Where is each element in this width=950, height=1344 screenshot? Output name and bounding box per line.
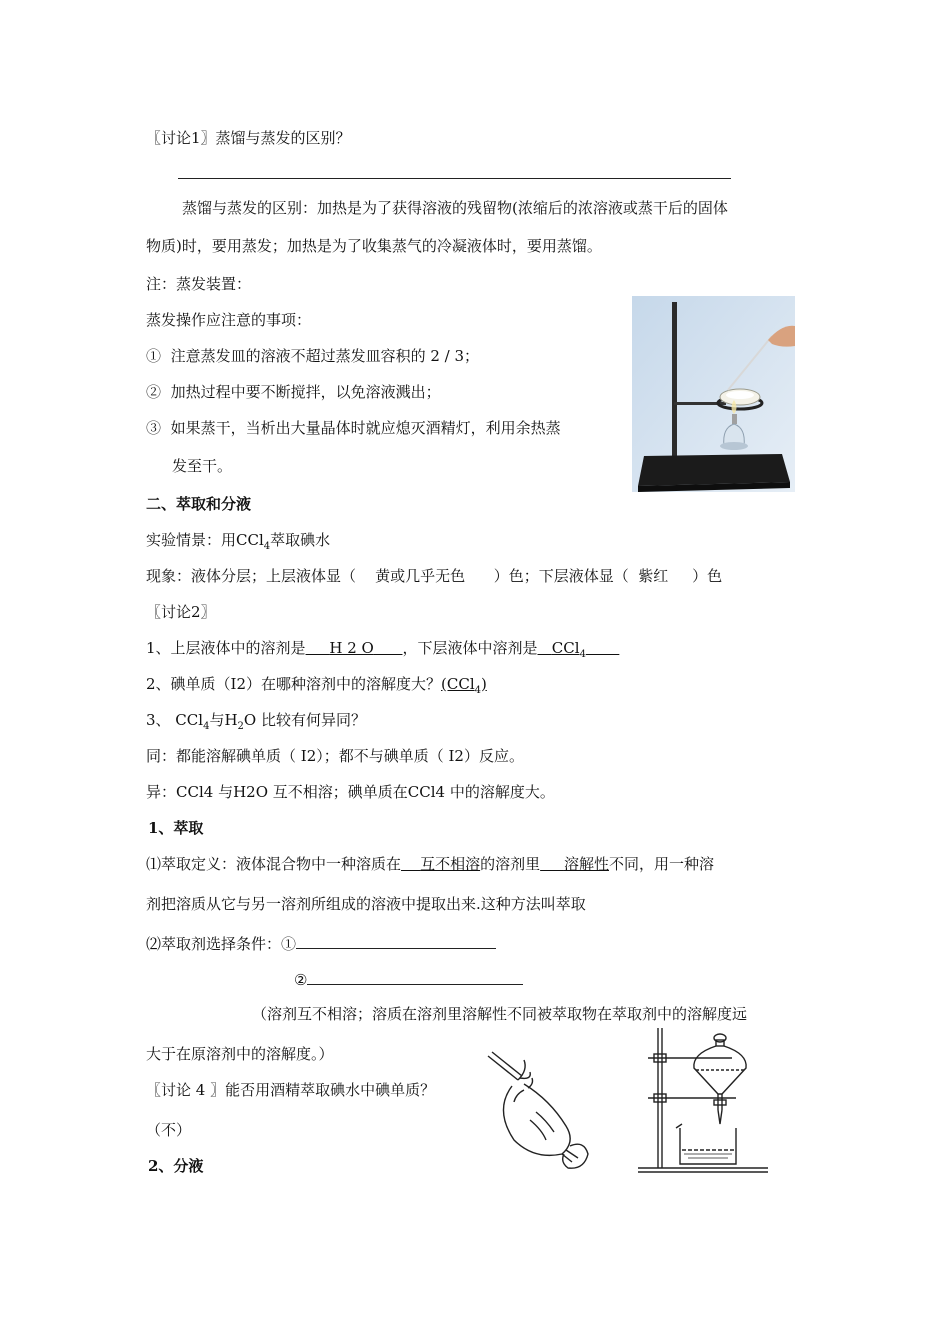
upper-layer-color: 黄或几乎无色: [375, 567, 466, 585]
q3-text: 与H: [209, 711, 238, 729]
discussion1-answer-line2: 物质)时，要用蒸发；加热是为了收集蒸气的冷凝液体时，要用蒸馏。: [146, 237, 602, 255]
separation-title: 2、分液: [148, 1157, 204, 1175]
extraction-answer-line1: （溶剂互不相溶；溶质在溶剂里溶解性不同被萃取物在萃取剂中的溶解度远: [252, 1005, 748, 1023]
condition-2-number: ②: [294, 971, 308, 989]
note-item-number: ③: [146, 419, 162, 437]
note-item-1: [146, 346, 479, 366]
section2-title: 二、萃取和分液: [146, 495, 252, 513]
extraction-definition-line2: 剂把溶质从它与另一溶剂所组成的溶液中提取出来.这种方法叫萃取: [146, 895, 586, 913]
scenario-formula: CCl: [236, 531, 264, 549]
phenomenon-text: ）色: [692, 567, 723, 585]
condition-2-blank: [307, 968, 523, 985]
q2-answer-end: ): [481, 675, 487, 693]
q2-answer-subscript: 4: [474, 685, 481, 696]
q1-text: ，下层液体中溶剂是: [402, 639, 538, 657]
extractant-condition-1: [146, 932, 496, 954]
extractant-condition-2: [294, 968, 523, 990]
separatory-funnel-stand-drawing: [632, 1024, 772, 1174]
discussion4-answer: （不）: [146, 1121, 192, 1139]
q3-subscript: 2: [237, 721, 244, 732]
note-item-text: 加热过程中要不断搅拌，以免溶液溅出；: [170, 383, 441, 401]
discussion2-q2: [146, 674, 487, 701]
q2-text: 2、碘单质（I2）在哪种溶剂中的溶解度大？: [146, 675, 442, 693]
definition-blank-2-value: 溶解性: [563, 855, 609, 873]
q1-text: 1、上层液体中的溶剂是: [146, 639, 306, 657]
phenomenon-text: 现象：液体分层；上层液体显（: [146, 567, 357, 585]
note-item-text: 注意蒸发皿的溶液不超过蒸发皿容积的 2 / 3；: [170, 347, 480, 365]
note-label: 注：蒸发装置：: [146, 275, 252, 293]
evaporation-apparatus-photo: [632, 296, 795, 492]
extraction-title: 1、萃取: [148, 819, 204, 837]
discussion1-answer-line1: 蒸馏与蒸发的区别：加热是为了获得溶液的残留物(浓缩后的浓溶液或蒸干后的固体: [182, 199, 728, 217]
scenario-suffix: 萃取碘水: [270, 531, 331, 549]
q1-lower-solvent-value: CCl: [551, 639, 580, 657]
note-heading: 蒸发操作应注意的事项：: [146, 311, 312, 329]
scenario-prefix: 实验情景：用: [146, 531, 237, 549]
definition-blank-1: [401, 855, 480, 873]
definition-text: ⑴萃取定义：液体混合物中一种溶质在: [146, 855, 402, 873]
similarity-line: 同：都能溶解碘单质（ I2）；都不与碘单质（ I2）反应。: [146, 747, 524, 765]
q3-text: 3、 CCl: [146, 711, 204, 729]
extraction-definition-line1: [146, 854, 714, 874]
discussion2-title: 〖讨论2〗: [146, 603, 216, 621]
phenomenon-text: ）色；下层液体显（: [493, 567, 629, 585]
q3-text: O 比较有何异同？: [243, 711, 366, 729]
condition-1-blank: [296, 932, 496, 949]
discussion4-question: 〖讨论 4 〗能否用酒精萃取碘水中碘单质？: [146, 1081, 436, 1099]
discussion1-question: 〖讨论1〗蒸馏与蒸发的区别？: [146, 129, 351, 147]
discussion2-q1: [146, 638, 619, 665]
q1-upper-solvent: [306, 639, 403, 657]
note-item-2: [146, 382, 441, 402]
discussion2-q3: [146, 710, 366, 737]
note-item-3: [146, 418, 561, 438]
definition-text: 不同，用一种溶: [608, 855, 714, 873]
condition-label: ⑵萃取剂选择条件：①: [146, 935, 297, 953]
q1-upper-solvent-value: H 2 O: [329, 639, 374, 657]
phenomenon-line: [146, 566, 722, 586]
definition-blank-2: [540, 855, 609, 873]
lower-layer-color: 紫红: [638, 567, 669, 585]
q1-lower-solvent: [537, 639, 619, 660]
note-item-number: ②: [146, 383, 162, 401]
note-item-number: ①: [146, 347, 162, 365]
q2-answer: [441, 675, 487, 696]
note-item-3-continuation: 发至干。: [172, 457, 233, 475]
shaking-funnel-drawing: [484, 1050, 596, 1174]
definition-blank-1-value: 互不相溶: [420, 855, 481, 873]
extraction-answer-line2: 大于在原溶剂中的溶解度。）: [146, 1045, 334, 1063]
answer-rule: [178, 178, 731, 179]
difference-line: 异：CCl4 与H2O 互不相溶；碘单质在CCl4 中的溶解度大。: [146, 783, 555, 801]
q2-answer-value: (CCl: [441, 675, 475, 693]
scenario-line: [146, 530, 330, 557]
scenario-subscript: 4: [263, 541, 271, 552]
q3-subscript: 4: [203, 721, 210, 732]
definition-text: 的溶剂里: [480, 855, 541, 873]
note-item-text: 如果蒸干，当析出大量晶体时就应熄灭酒精灯，利用余热蒸: [170, 419, 561, 437]
q1-lower-subscript: 4: [579, 649, 586, 660]
